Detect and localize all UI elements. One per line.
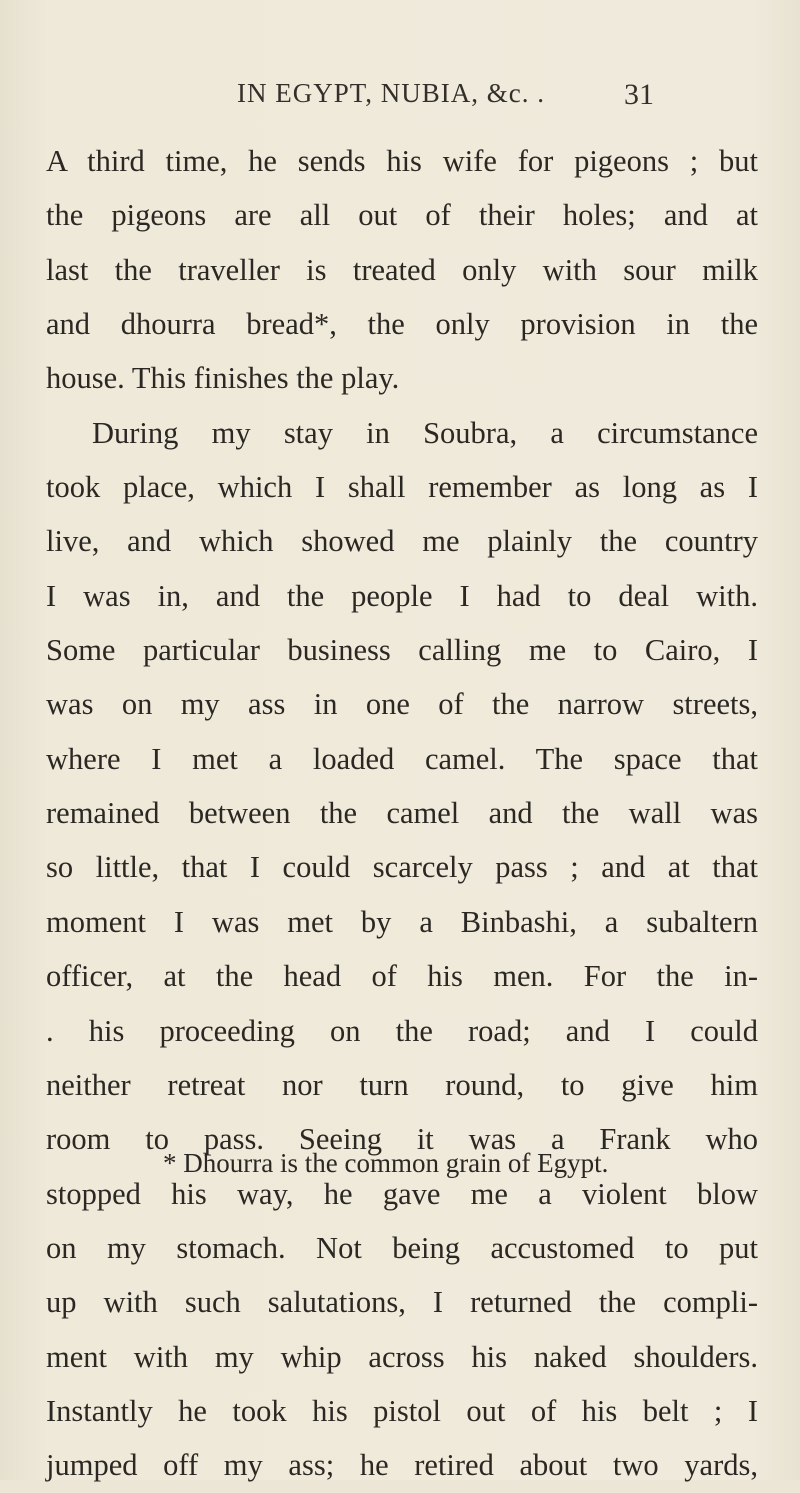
page-number: 31 — [624, 78, 654, 111]
text-line: officer, at the head of his men. For the in- — [46, 959, 758, 994]
paragraph-start-line: During my stay in Soubra, a circumstance — [92, 415, 758, 450]
text-line: on my stomach. Not being accustomed to put — [46, 1230, 758, 1265]
text-line: house. This finishes the play. — [46, 361, 400, 396]
text-line: ment with my whip across his naked shoulders. — [46, 1339, 758, 1374]
text-line: Some particular business calling me to Cairo, I — [46, 633, 758, 668]
text-line: remained between the camel and the wall was — [46, 796, 758, 831]
text-line: live, and which showed me plainly the country — [46, 524, 758, 559]
text-line: and dhourra bread*, the only provision in the — [46, 307, 758, 342]
body-text — [46, 134, 758, 1493]
footnote: * Dhourra is the common grain of Egypt. — [163, 1148, 609, 1178]
text-line: up with such salutations, I returned the compli- — [46, 1285, 758, 1320]
text-line: moment I was met by a Binbashi, a subaltern — [46, 904, 758, 939]
text-line: Instantly he took his pistol out of his belt ; I — [46, 1393, 758, 1428]
text-line: jumped off my ass; he retired about two yards, — [46, 1448, 758, 1483]
text-line: stopped his way, he gave me a violent blow — [46, 1176, 758, 1211]
text-line: room to pass. Seeing it was a Frank who — [46, 1122, 758, 1157]
text-line: I was in, and the people I had to deal with. — [46, 578, 758, 613]
text-line: was on my ass in one of the narrow streets, — [46, 687, 758, 722]
text-line: so little, that I could scarcely pass ; and at that — [46, 850, 758, 885]
running-head — [0, 78, 800, 118]
text-line: A third time, he sends his wife for pigeons ; but — [46, 144, 758, 178]
running-title: IN EGYPT, NUBIA, &c. . — [237, 78, 545, 108]
text-line: the pigeons are all out of their holes; and at — [46, 198, 758, 233]
text-line: where I met a loaded camel. The space that — [46, 741, 758, 776]
text-line: . his proceeding on the road; and I could — [46, 1013, 758, 1048]
text-line: last the traveller is treated only with sour milk — [46, 252, 758, 287]
text-line: neither retreat nor turn round, to give him — [46, 1067, 758, 1102]
text-line: took place, which I shall remember as long as I — [46, 470, 758, 505]
